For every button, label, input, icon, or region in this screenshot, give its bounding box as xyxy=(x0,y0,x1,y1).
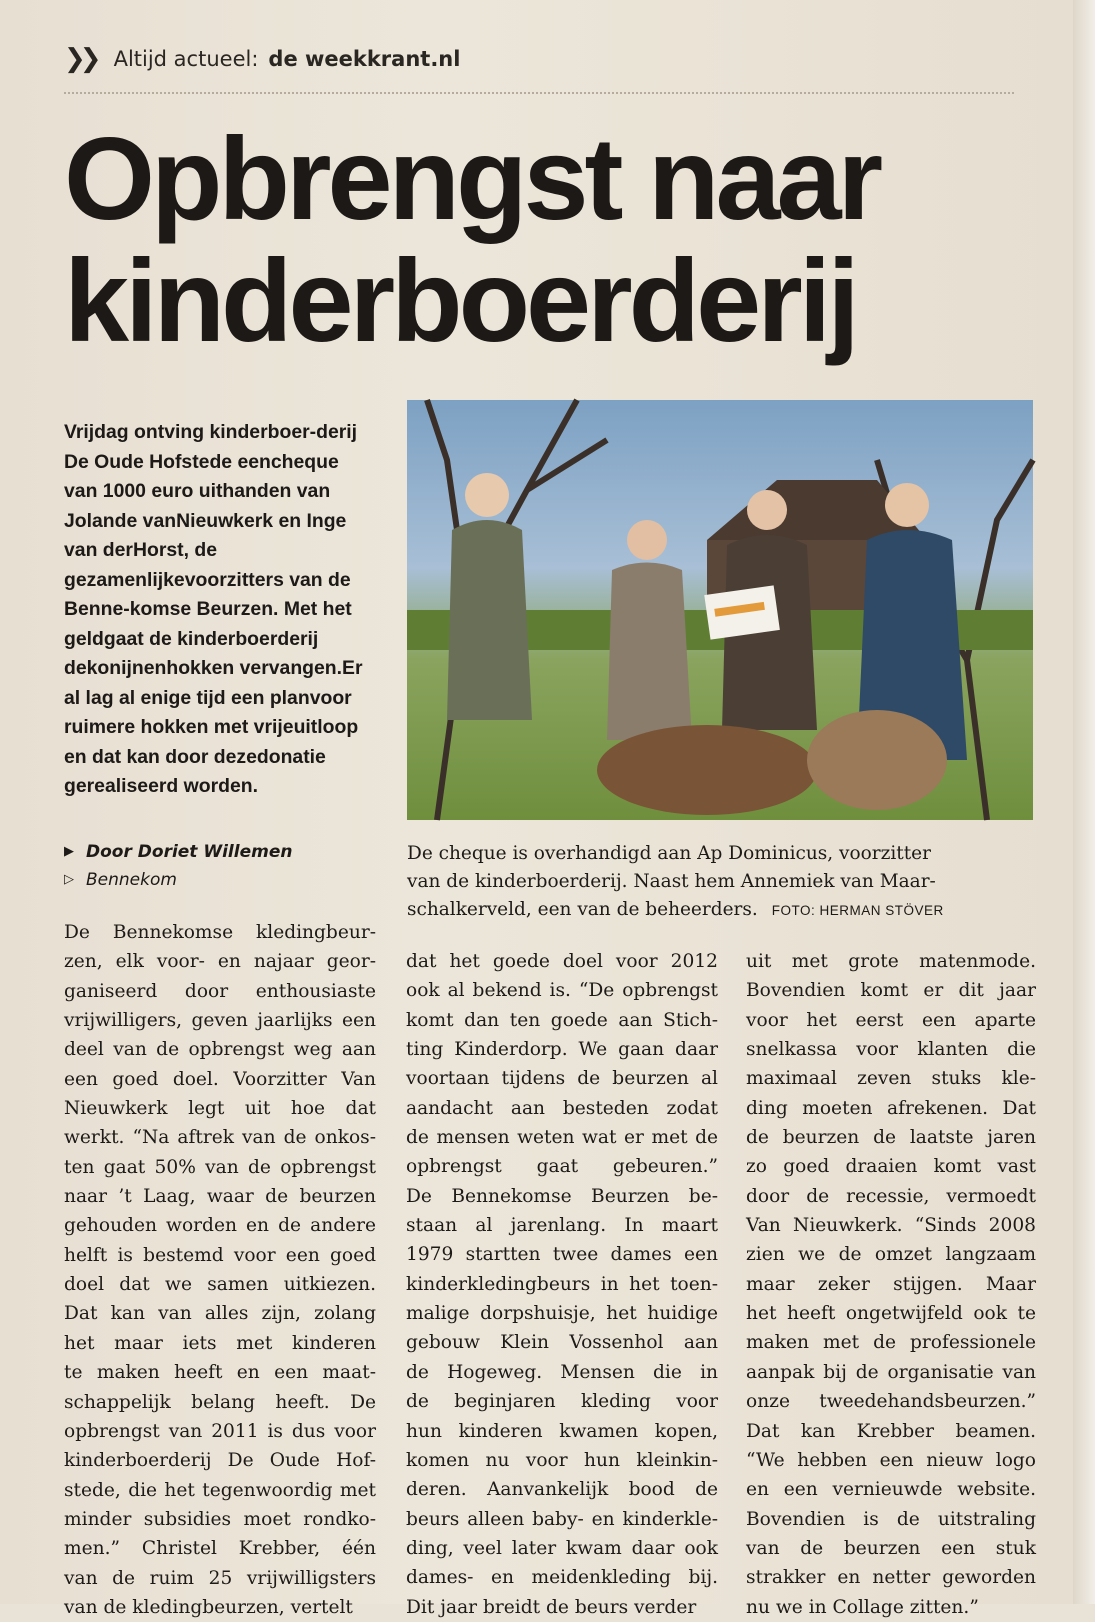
body-line: en een vernieuwde website. xyxy=(746,1479,1036,1501)
tagline-prefix: Altijd actueel: xyxy=(113,47,259,71)
body-line: vrijwilligers, geven jaarlijks een xyxy=(64,1010,376,1032)
body-line: zen, elk voor- en najaar geor- xyxy=(64,951,376,973)
body-line: De Bennekomse Beurzen be- xyxy=(406,1185,718,1207)
intro-line: voorzitters van de Benne- xyxy=(64,568,351,620)
page-edge xyxy=(1073,0,1095,1604)
body-line: ook al bekend is. “De opbrengst xyxy=(406,980,718,1002)
byline-author: Door Doriet Willemen xyxy=(86,842,293,862)
body-line: helft is bestemd voor een goed xyxy=(64,1244,376,1266)
body-line: het maar iets met kinderen xyxy=(64,1332,376,1354)
body-line: de Hogeweg. Mensen die in xyxy=(406,1361,718,1383)
body-column-3 xyxy=(746,947,1036,1622)
body-line: 1979 startten twee dames een xyxy=(406,1244,718,1266)
intro-line: uitloop en dat kan door deze xyxy=(64,716,359,768)
photo-illustration xyxy=(407,400,1033,820)
body-line: deren. Aanvankelijk bood de xyxy=(406,1479,718,1501)
intro-line: gaat de kinderboerderij de xyxy=(64,627,319,679)
body-line: door de recessie, vermoedt xyxy=(746,1185,1036,1207)
intro-line: Vrijdag ontving kinderboer- xyxy=(64,421,317,443)
body-line: doel dat we samen uitkiezen. xyxy=(64,1274,376,1296)
body-line: gebouw Klein Vossenhol aan xyxy=(406,1332,718,1354)
intro-line: donatie gerealiseerd worden. xyxy=(64,745,326,797)
body-line: aandacht aan besteden zodat xyxy=(406,1097,718,1119)
body-line: dames- en meidenkleding bij. xyxy=(406,1567,718,1589)
body-line: zien we de omzet langzaam xyxy=(746,1244,1036,1266)
body-line: kinderkledingbeurs in het toen- xyxy=(406,1273,718,1295)
photo-credit: FOTO: HERMAN STÖVER xyxy=(771,903,944,918)
headline xyxy=(64,113,1024,366)
caption-line: schalkerveld, een van de beheerders. xyxy=(407,899,758,920)
body-line: maar zeker stijgen. Maar xyxy=(746,1273,1036,1295)
byline-author-row xyxy=(64,838,384,866)
double-chevron-icon: ❯❯ xyxy=(64,44,96,74)
intro-line: cheque van 1000 euro uit xyxy=(64,450,339,502)
body-line: Dat kan Krebber beamen. xyxy=(746,1420,1036,1442)
body-line: de beurzen de laatste jaren xyxy=(746,1127,1036,1149)
intro-line: Horst, de gezamenlijke xyxy=(64,539,218,591)
body-line: staan al jarenlang. In maart xyxy=(406,1215,718,1237)
body-line: ting Kinderdorp. We gaan daar xyxy=(406,1039,718,1061)
dotted-divider xyxy=(64,92,1014,94)
body-line: opbrengst gaat gebeuren.” xyxy=(406,1156,718,1178)
intro-line: derij De Oude Hofstede een xyxy=(64,421,358,473)
body-column-2 xyxy=(406,947,718,1622)
body-column-1 xyxy=(64,918,376,1622)
body-line: komt dan ten goede aan Stich- xyxy=(406,1009,718,1031)
body-line: zo goed draaien komt vast xyxy=(746,1156,1036,1178)
byline xyxy=(64,838,384,894)
body-line: malige dorpshuisje, het huidige xyxy=(406,1303,718,1325)
body-line: snelkassa voor klanten die xyxy=(746,1039,1036,1061)
body-line: van de beurzen een stuk xyxy=(746,1537,1036,1559)
byline-location: Bennekom xyxy=(86,870,177,890)
intro-paragraph xyxy=(64,418,376,802)
body-line: beurs alleen baby- en kinderkle- xyxy=(406,1508,718,1530)
byline-location-row xyxy=(64,866,384,894)
body-line: het heeft ongetwijfeld ook te xyxy=(746,1303,1036,1325)
body-line: “We hebben een nieuw logo xyxy=(746,1449,1036,1471)
body-line: van de kledingbeurzen, vertelt xyxy=(64,1596,353,1618)
body-line: hun kinderen kwamen kopen, xyxy=(406,1420,718,1442)
body-line: maximaal zeven stuks kle- xyxy=(746,1068,1036,1090)
tagline-brand: de weekkrant.nl xyxy=(268,47,461,71)
body-line: Nieuwkerk legt uit hoe dat xyxy=(64,1098,376,1120)
body-line: maken met de professionele xyxy=(746,1332,1036,1354)
body-line: van de ruim 25 vrijwilligsters xyxy=(64,1567,376,1589)
body-line: onze tweedehandsbeurzen.” xyxy=(746,1391,1036,1413)
headline-line: kinderboerderij xyxy=(64,235,856,366)
headline-line: Opbrengst naar xyxy=(64,113,880,244)
body-line: te maken heeft en een maat- xyxy=(64,1362,376,1384)
tagline xyxy=(64,44,460,74)
intro-line: voor ruimere hokken met vrije xyxy=(64,686,352,738)
body-line: kinderboerderij De Oude Hof- xyxy=(64,1450,376,1472)
body-line: minder subsidies moet rondko- xyxy=(64,1508,376,1530)
body-line: Van Nieuwkerk. “Sinds 2008 xyxy=(746,1215,1036,1237)
intro-line: konijnenhokken vervangen. xyxy=(86,657,343,679)
triangle-outline-icon: ▷ xyxy=(64,872,74,887)
body-line: aanpak bij de organisatie van xyxy=(746,1361,1036,1383)
body-line: deel van de opbrengst weg aan xyxy=(64,1039,376,1061)
body-line: Dit jaar breidt de beurs verder xyxy=(406,1596,697,1618)
body-line: uit met grote matenmode. xyxy=(746,951,1036,972)
body-line: Bovendien komt er dit jaar xyxy=(746,980,1036,1002)
body-line: ganiseerd door enthousiaste xyxy=(64,980,376,1002)
body-line: ding moeten afrekenen. Dat xyxy=(746,1097,1036,1119)
body-line: opbrengst van 2011 is dus voor xyxy=(64,1420,376,1442)
body-line: werkt. “Na aftrek van de onkos- xyxy=(64,1127,376,1149)
intro-line: handen van Jolande van xyxy=(64,480,331,532)
triangle-filled-icon: ▶ xyxy=(64,844,74,859)
caption-line-last xyxy=(407,896,1033,925)
body-line: ding, veel later kwam daar ook xyxy=(406,1537,718,1559)
body-line: naar ’t Laag, waar de beurzen xyxy=(64,1186,376,1208)
body-line: schappelijk belang heeft. De xyxy=(64,1391,376,1413)
body-line: de mensen weten wat er met de xyxy=(406,1127,718,1149)
body-line: men.” Christel Krebber, één xyxy=(64,1538,376,1560)
body-line: komen nu voor hun kleinkin- xyxy=(406,1449,718,1471)
body-line: nu we in Collage zitten.” xyxy=(746,1596,979,1618)
body-line: Bovendien is de uitstraling xyxy=(746,1508,1036,1530)
body-line: voortaan tijdens de beurzen al xyxy=(406,1068,718,1090)
body-line: gehouden worden en de andere xyxy=(64,1215,376,1237)
intro-line: Nieuwkerk en Inge van der xyxy=(64,509,347,561)
intro-line: Er al lag al enige tijd een plan xyxy=(64,657,363,709)
body-line: Dat kan van alles zijn, zolang xyxy=(64,1303,376,1325)
article-photo xyxy=(407,400,1033,820)
photo-caption xyxy=(407,840,1033,925)
caption-line: De cheque is overhandigd aan Ap Dominicus, voorzitter xyxy=(407,843,931,864)
body-line: stede, die het tegenwoordig met xyxy=(64,1479,376,1501)
body-line: een goed doel. Voorzitter Van xyxy=(64,1068,376,1090)
body-line: dat het goede doel voor 2012 xyxy=(406,951,718,972)
intro-line: komse Beurzen. Met het geld xyxy=(64,598,352,650)
body-line: ten gaat 50% van de opbrengst xyxy=(64,1156,376,1178)
body-line: de beginjaren kleding voor xyxy=(406,1391,718,1413)
body-line: De Bennekomse kledingbeur- xyxy=(64,922,376,943)
body-line: voor het eerst een aparte xyxy=(746,1009,1036,1031)
caption-line: van de kinderboerderij. Naast hem Annemiek van Maar- xyxy=(407,871,936,892)
body-line: strakker en netter geworden xyxy=(746,1567,1036,1589)
